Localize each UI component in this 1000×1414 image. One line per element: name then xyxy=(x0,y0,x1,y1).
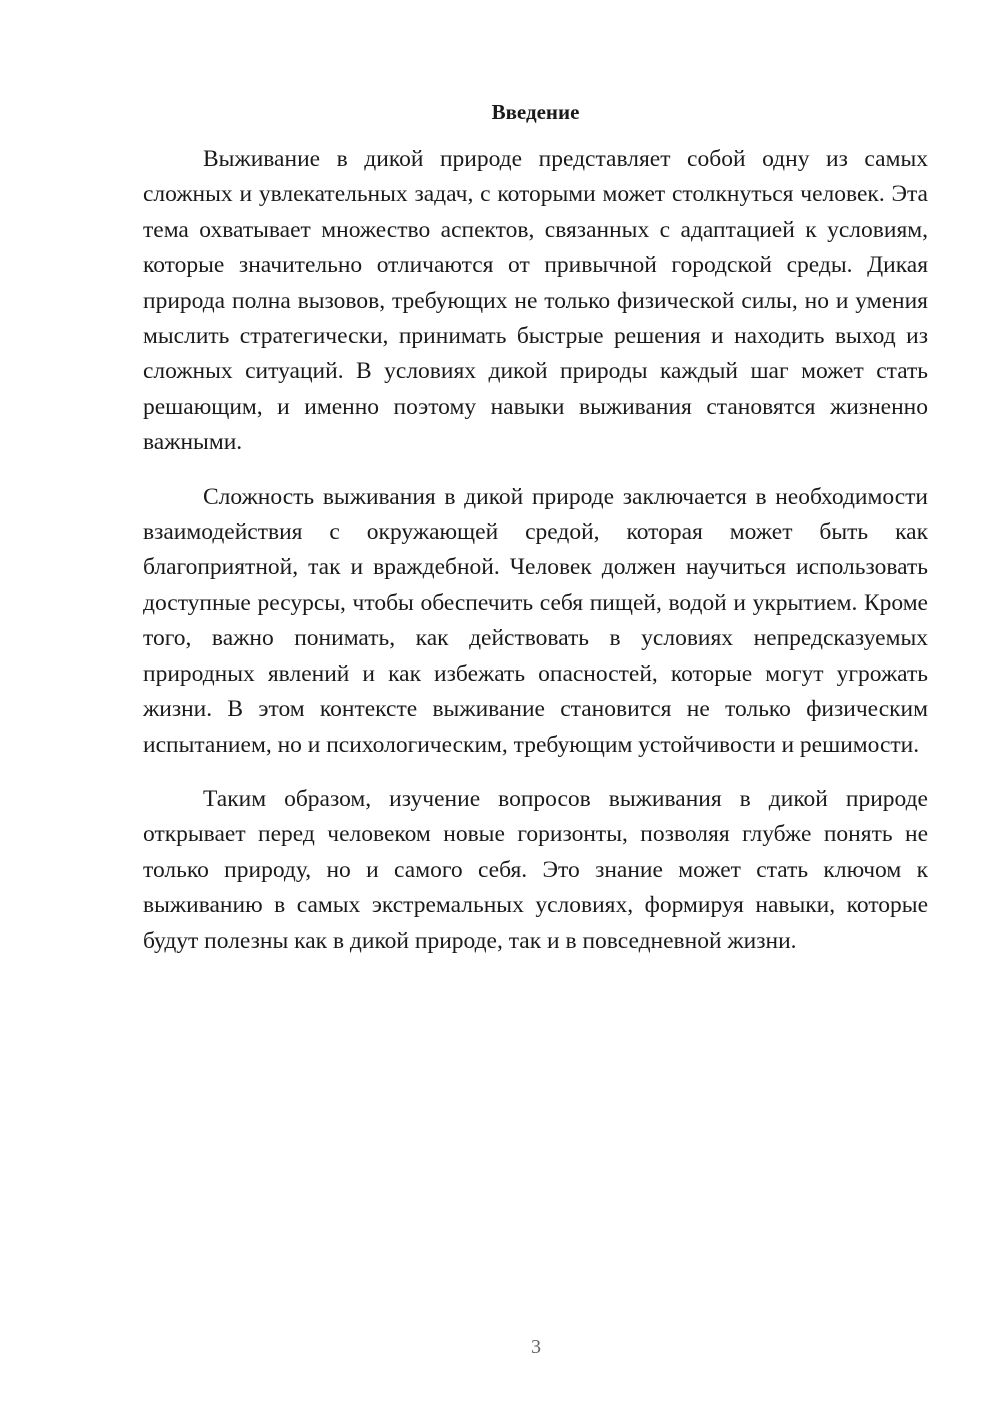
paragraph-2: Сложность выживания в дикой природе заключается в необходимости взаимодействия с окружающей средой, которая может быть как благоприятной, так и враждебной. Человек должен научиться использовать доступные ресурсы, чтобы обеспечить себя пищей, водой и укрытием. Кроме того, важно понимать, как действовать в условиях непредсказуемых природных явлений и как избежать опасностей, которые могут угрожать жизни. В этом контексте выживание становится не только физическим испытанием, но и психологическим, требующим устойчивости и решимости. xyxy=(143,483,928,758)
page-title: Введение xyxy=(491,100,580,124)
body-text xyxy=(143,142,928,978)
paragraph-3: Таким образом, изучение вопросов выживания в дикой природе открывает перед человеком новые горизонты, позволяя глубже понять не только природу, но и самого себя. Это знание может стать ключом к выживанию в самых экстремальных условиях, формируя навыки, которые будут полезны как в дикой природе, так и в повседневной жизни. xyxy=(143,785,928,954)
page-number: 3 xyxy=(531,1336,541,1358)
paragraph-1: Выживание в дикой природе представляет собой одну из самых сложных и увлекательных задач, с которыми может столкнуться человек. Эта тема охватывает множество аспектов, связанных с адаптацией к условиям, которые значительно отличаются от привычной городской среды. Дикая природа полна вызовов, требующих не только физической силы, но и умения мыслить стратегически, принимать быстрые решения и находить выход из сложных ситуаций. В условиях дикой природы каждый шаг может стать решающим, и именно поэтому навыки выживания становятся жизненно важными. xyxy=(143,146,928,456)
